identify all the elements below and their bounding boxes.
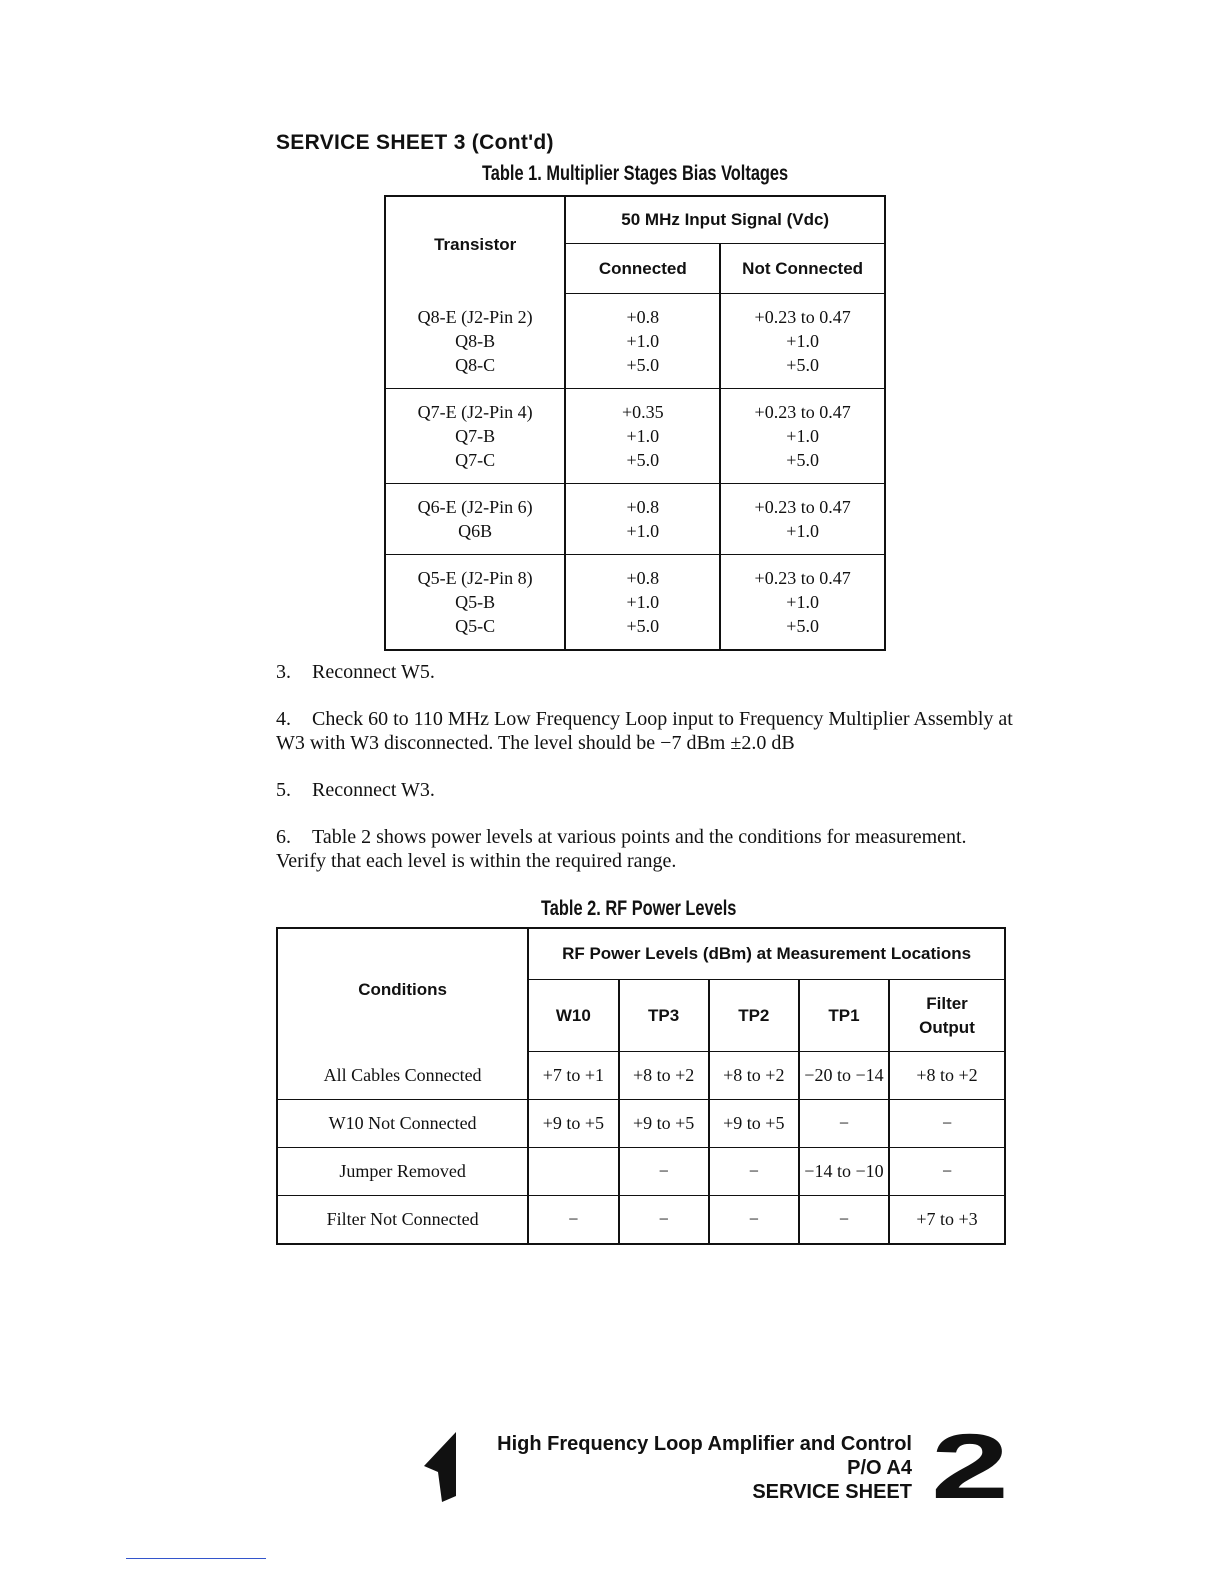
condition-cell: W10 Not Connected [277,1100,528,1148]
footer-line-3: SERVICE SHEET [752,1481,912,1503]
value-cell: +9 to +5 [528,1100,618,1148]
not-connected-cell: +0.23 to 0.47 +1.0 +5.0 [720,555,885,651]
step-4: 4. Check 60 to 110 MHz Low Frequency Loop input to Frequency Multiplier Assembly at W3 with W3 disconnected. The level should be −7 dBm ±2.0 dB [276,708,1013,754]
transistor-cell: Q6-E (J2-Pin 6) Q6B [385,484,565,555]
value-cell: +8 to +2 [709,1052,799,1100]
transistor-cell: Q5-E (J2-Pin 8) Q5-B Q5-C [385,555,565,651]
column-header-tp3: TP3 [619,980,709,1052]
value-cell: − [709,1148,799,1196]
column-header-not-connected: Not Connected [720,244,885,294]
sheet-number: 2 [931,1432,1009,1502]
table-row [385,294,885,389]
value-cell: +9 to +5 [619,1100,709,1148]
column-header-transistor: Transistor [385,196,565,294]
value-cell: − [528,1196,618,1245]
footer-title [497,1432,912,1504]
table-row [277,1100,1005,1148]
value-cell: − [889,1100,1005,1148]
column-header-connected: Connected [565,244,720,294]
table-row [385,484,885,555]
column-header-tp1: TP1 [799,980,889,1052]
value-cell: − [799,1196,889,1245]
step-6: 6. Table 2 shows power levels at various points and the conditions for measurement. Verify that each level is within the required range. [276,826,967,872]
connected-cell: +0.8 +1.0 +5.0 [565,555,720,651]
page-title: SERVICE SHEET 3 (Cont'd) [276,131,554,154]
table-row [277,1052,1005,1100]
column-header-conditions: Conditions [277,928,528,1052]
sheet-number-badge [931,1432,1011,1507]
column-header-w10: W10 [528,980,618,1052]
not-connected-cell: +0.23 to 0.47 +1.0 [720,484,885,555]
column-header-tp2: TP2 [709,980,799,1052]
footer-line-1: High Frequency Loop Amplifier and Control [497,1433,912,1455]
value-cell: − [619,1148,709,1196]
value-cell: +8 to +2 [619,1052,709,1100]
condition-cell: Jumper Removed [277,1148,528,1196]
value-cell: − [619,1196,709,1245]
bias-voltage-table [384,195,886,651]
value-cell: −20 to −14 [799,1052,889,1100]
condition-cell: All Cables Connected [277,1052,528,1100]
value-cell: − [709,1196,799,1245]
column-header-filter-output: Filter Output [889,980,1005,1052]
value-cell: −14 to −10 [799,1148,889,1196]
footer-line-2: P/O A4 [847,1457,912,1479]
value-cell: +7 to +3 [889,1196,1005,1245]
transistor-cell: Q8-E (J2-Pin 2) Q8-B Q8-C [385,294,565,389]
not-connected-cell: +0.23 to 0.47 +1.0 +5.0 [720,294,885,389]
value-cell [528,1148,618,1196]
step-3: 3. Reconnect W5. [276,661,435,683]
condition-cell: Filter Not Connected [277,1196,528,1245]
value-cell: +9 to +5 [709,1100,799,1148]
not-connected-cell: +0.23 to 0.47 +1.0 +5.0 [720,389,885,484]
value-cell: − [889,1148,1005,1196]
value-cell: − [799,1100,889,1148]
table-row [277,1196,1005,1245]
column-super-header: 50 MHz Input Signal (Vdc) [565,196,885,244]
transistor-cell: Q7-E (J2-Pin 4) Q7-B Q7-C [385,389,565,484]
rf-power-levels-table [276,927,1006,1245]
table-row [277,1148,1005,1196]
table-row [385,389,885,484]
left-arrow-icon [424,1432,458,1507]
connected-cell: +0.35 +1.0 +5.0 [565,389,720,484]
connected-cell: +0.8 +1.0 [565,484,720,555]
value-cell: +7 to +1 [528,1052,618,1100]
table1-caption: Table 1. Multiplier Stages Bias Voltages [482,162,789,185]
table-row [385,555,885,651]
divider [126,1558,266,1559]
connected-cell: +0.8 +1.0 +5.0 [565,294,720,389]
table2-caption: Table 2. RF Power Levels [541,897,737,920]
column-super-header: RF Power Levels (dBm) at Measurement Locations [528,928,1005,980]
step-5: 5. Reconnect W3. [276,779,435,801]
value-cell: +8 to +2 [889,1052,1005,1100]
